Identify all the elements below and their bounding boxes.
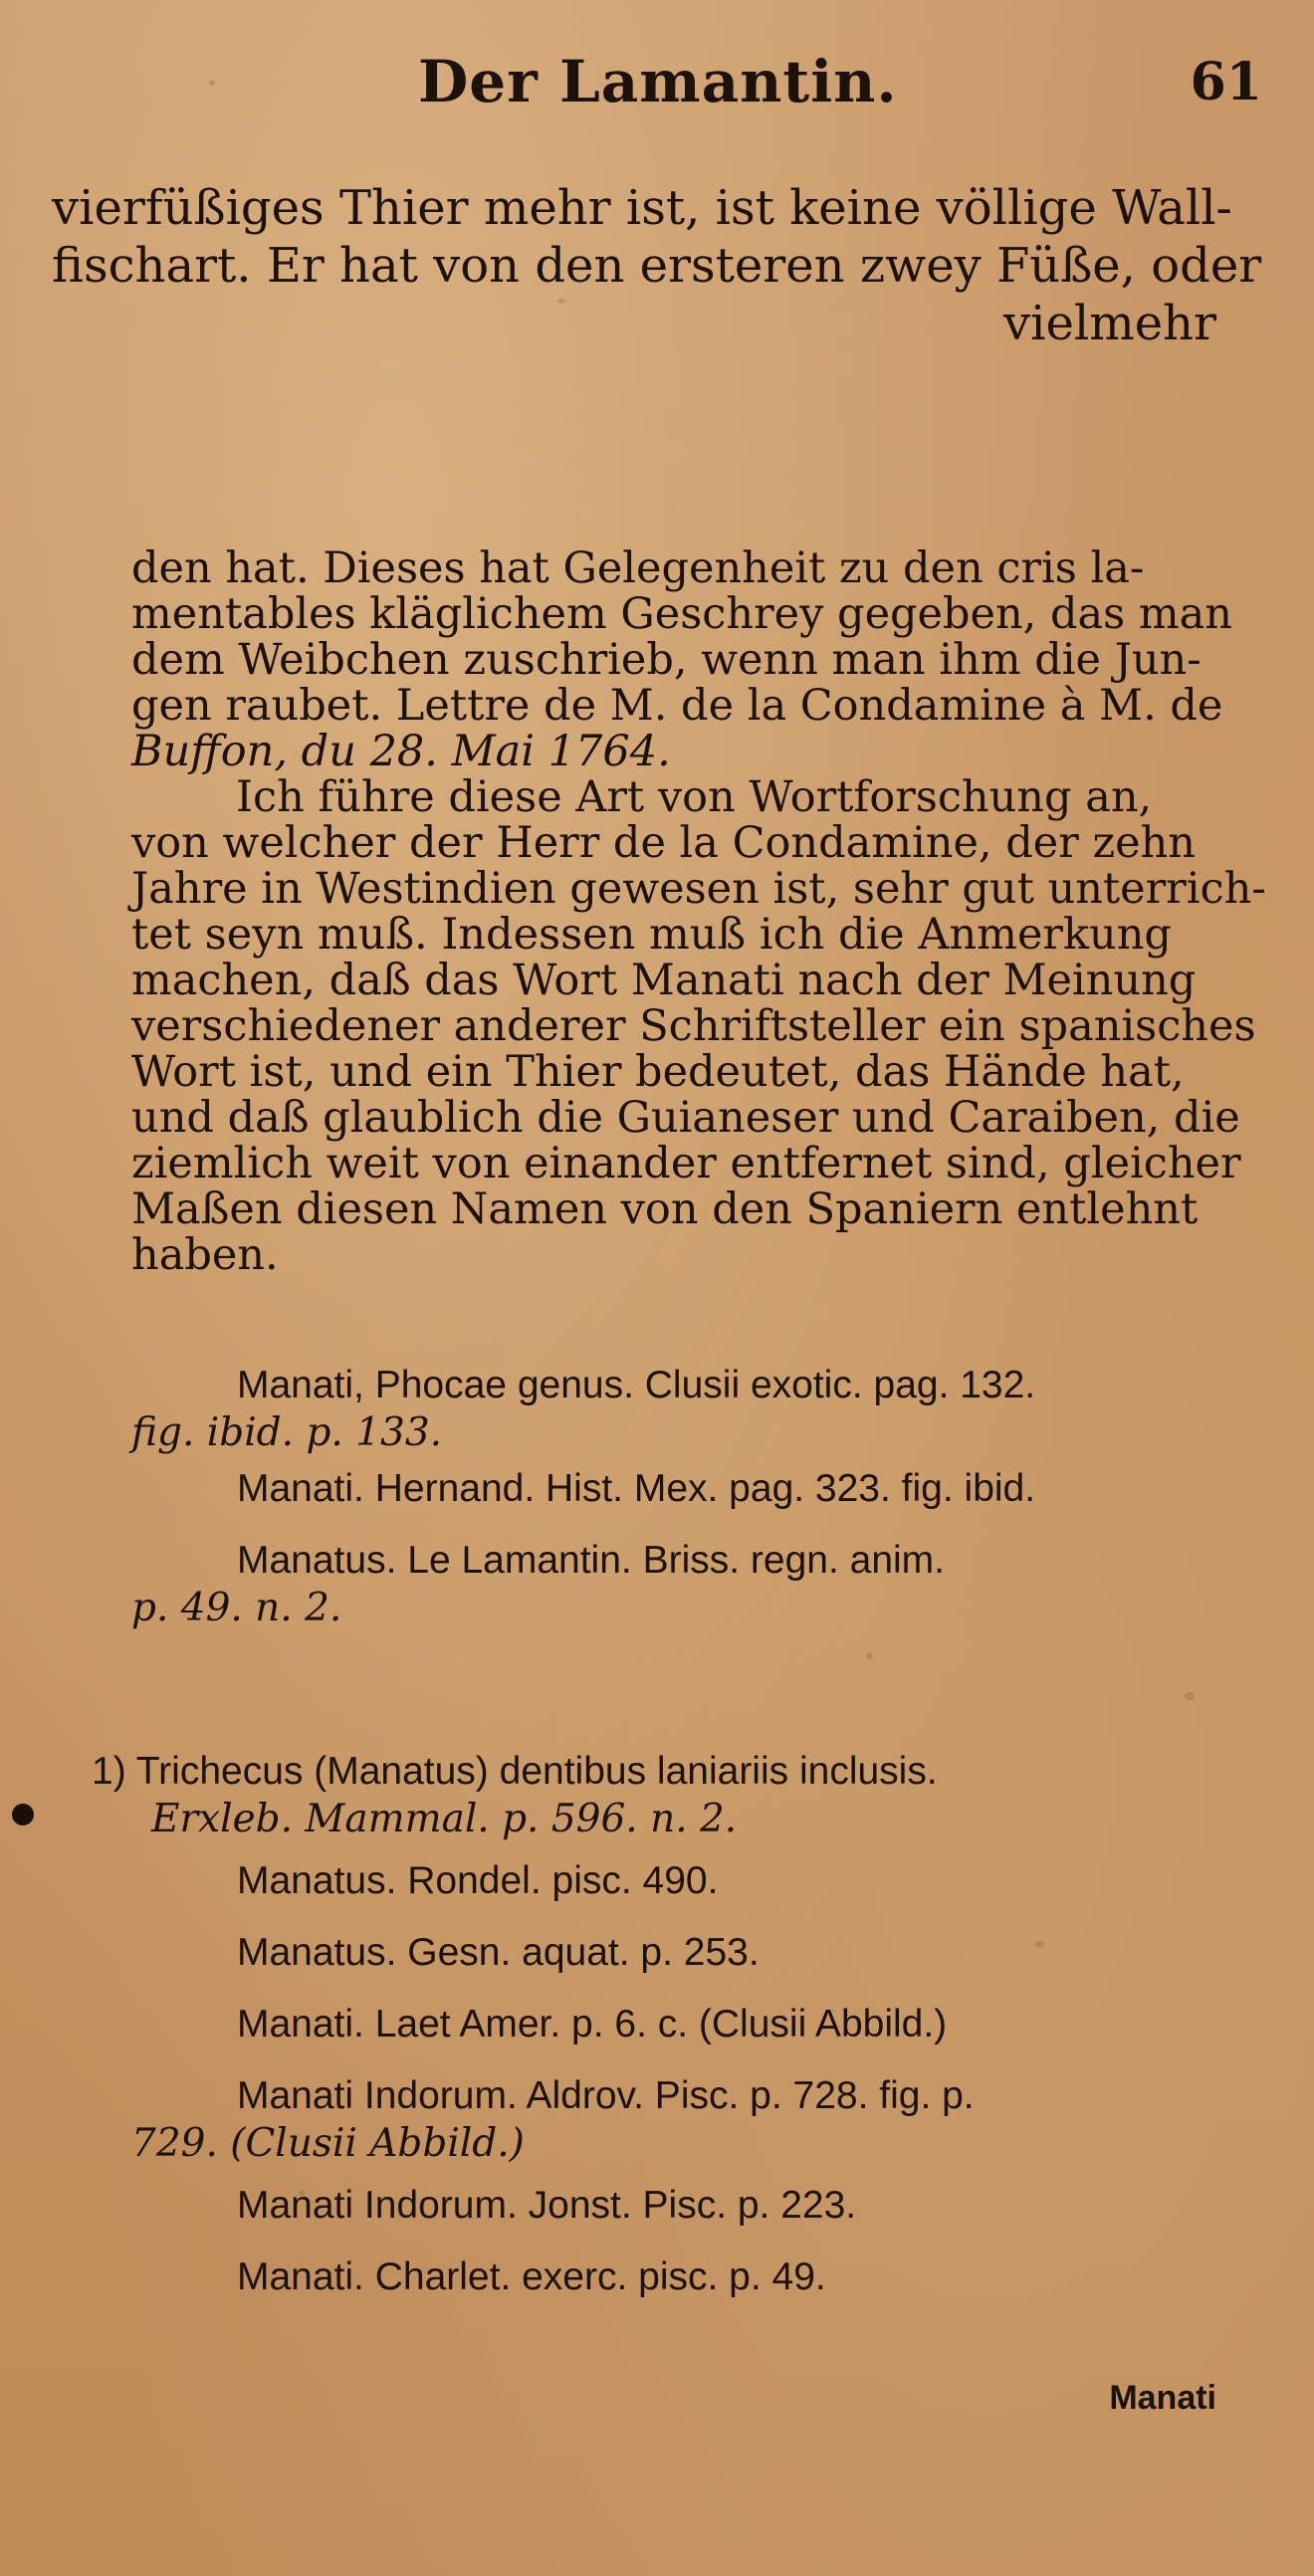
text-line: Jahre in Westindien gewesen ist, sehr gut unterrich- [131,864,1266,914]
text-line: ziemlich weit von einander entfernet sind, gleicher [131,1139,1241,1188]
text-line: dem Weibchen zuschrieb, wenn man ihm die Jun- [131,635,1202,685]
paper-spot [866,1652,873,1659]
reference-entry [131,2001,1256,2072]
reference-line: 729. (Clusii Abbild.) [131,2121,525,2166]
text-line: mentables kläglichem Geschrey gegeben, das man [131,589,1232,639]
running-title: Der Lamantin. [418,48,898,115]
references-block-b [92,1748,1256,2325]
top-text [52,179,1301,352]
references-block-a [131,1362,1256,1640]
reference-entry [92,1748,1256,1857]
reference-line: Erxleb. Mammal. p. 596. n. 2. [151,1797,738,1841]
ink-blot [12,1804,34,1825]
reference-line: Manati. Hernand. Hist. Mex. pag. 323. fig. ibid. [237,1467,1036,1510]
paper-spot [1185,1692,1195,1700]
text-line: Buffon, du 28. Mai 1764. [131,727,671,776]
reference-line: Manati. Laet Amer. p. 6. c. (Clusii Abbild.) [237,2003,948,2045]
reference-line: p. 49. n. 2. [131,1586,342,1630]
page-number: 61 [1190,52,1262,112]
text-line: den hat. Dieses hat Gelegenheit zu den cris la- [131,543,1145,593]
reference-line: Manatus. Le Lamantin. Briss. regn. anim. [237,1539,946,1582]
reference-entry [131,1537,1256,1640]
reference-entry [131,1857,1256,1929]
page-header [0,38,1314,127]
text-line: vierfüßiges Thier mehr ist, ist keine völlige Wall- [52,180,1232,236]
reference-entry [131,1362,1256,1465]
text-line: vielmehr [1002,296,1216,351]
reference-entry [131,1929,1256,2001]
reference-line: Manati. Charlet. exerc. pisc. p. 49. [237,2255,826,2298]
text-line: und daß glaublich die Guianeser und Caraiben, die [131,1093,1240,1143]
text-line: machen, daß das Wort Manati nach der Meinung [131,956,1197,1005]
reference-line: 1) Trichecus (Manatus) dentibus laniariis inclusis. [92,1750,938,1793]
text-line: gen raubet. Lettre de M. de la Condamine à M. de [131,681,1223,731]
reference-line: Manatus. Rondel. pisc. 490. [237,1859,719,1902]
text-line: fischart. Er hat von den ersteren zwey Füße, oder [52,238,1262,294]
body-text [131,543,1266,1280]
reference-entry [131,1465,1256,1537]
reference-line: Manati Indorum. Jonst. Pisc. p. 223. [237,2184,857,2227]
text-line: von welcher der Herr de la Condamine, der zehn [131,818,1196,868]
reference-line: fig. ibid. p. 133. [131,1410,443,1455]
reference-entry [131,2182,1256,2254]
reference-entry [131,2072,1256,2182]
reference-line: Manati Indorum. Aldrov. Pisc. p. 728. fig. p. [237,2074,975,2117]
text-line: Wort ist, und ein Thier bedeutet, das Hände hat, [131,1047,1185,1097]
text-line: Ich führe diese Art von Wortforschung an, [236,772,1153,822]
reference-entry [131,2254,1256,2325]
text-line: verschiedener anderer Schriftsteller ein spanisches [131,1001,1256,1051]
text-line: haben. [131,1230,279,1280]
reference-line: Manati, Phocae genus. Clusii exotic. pag. 132. [237,1364,1036,1406]
text-line: Maßen diesen Namen von den Spaniern entlehnt [131,1184,1199,1234]
catchword: Manati [1109,2379,1216,2417]
reference-line: Manatus. Gesn. aquat. p. 253. [237,1931,760,1974]
text-line: tet seyn muß. Indessen muß ich die Anmerkung [131,910,1172,960]
